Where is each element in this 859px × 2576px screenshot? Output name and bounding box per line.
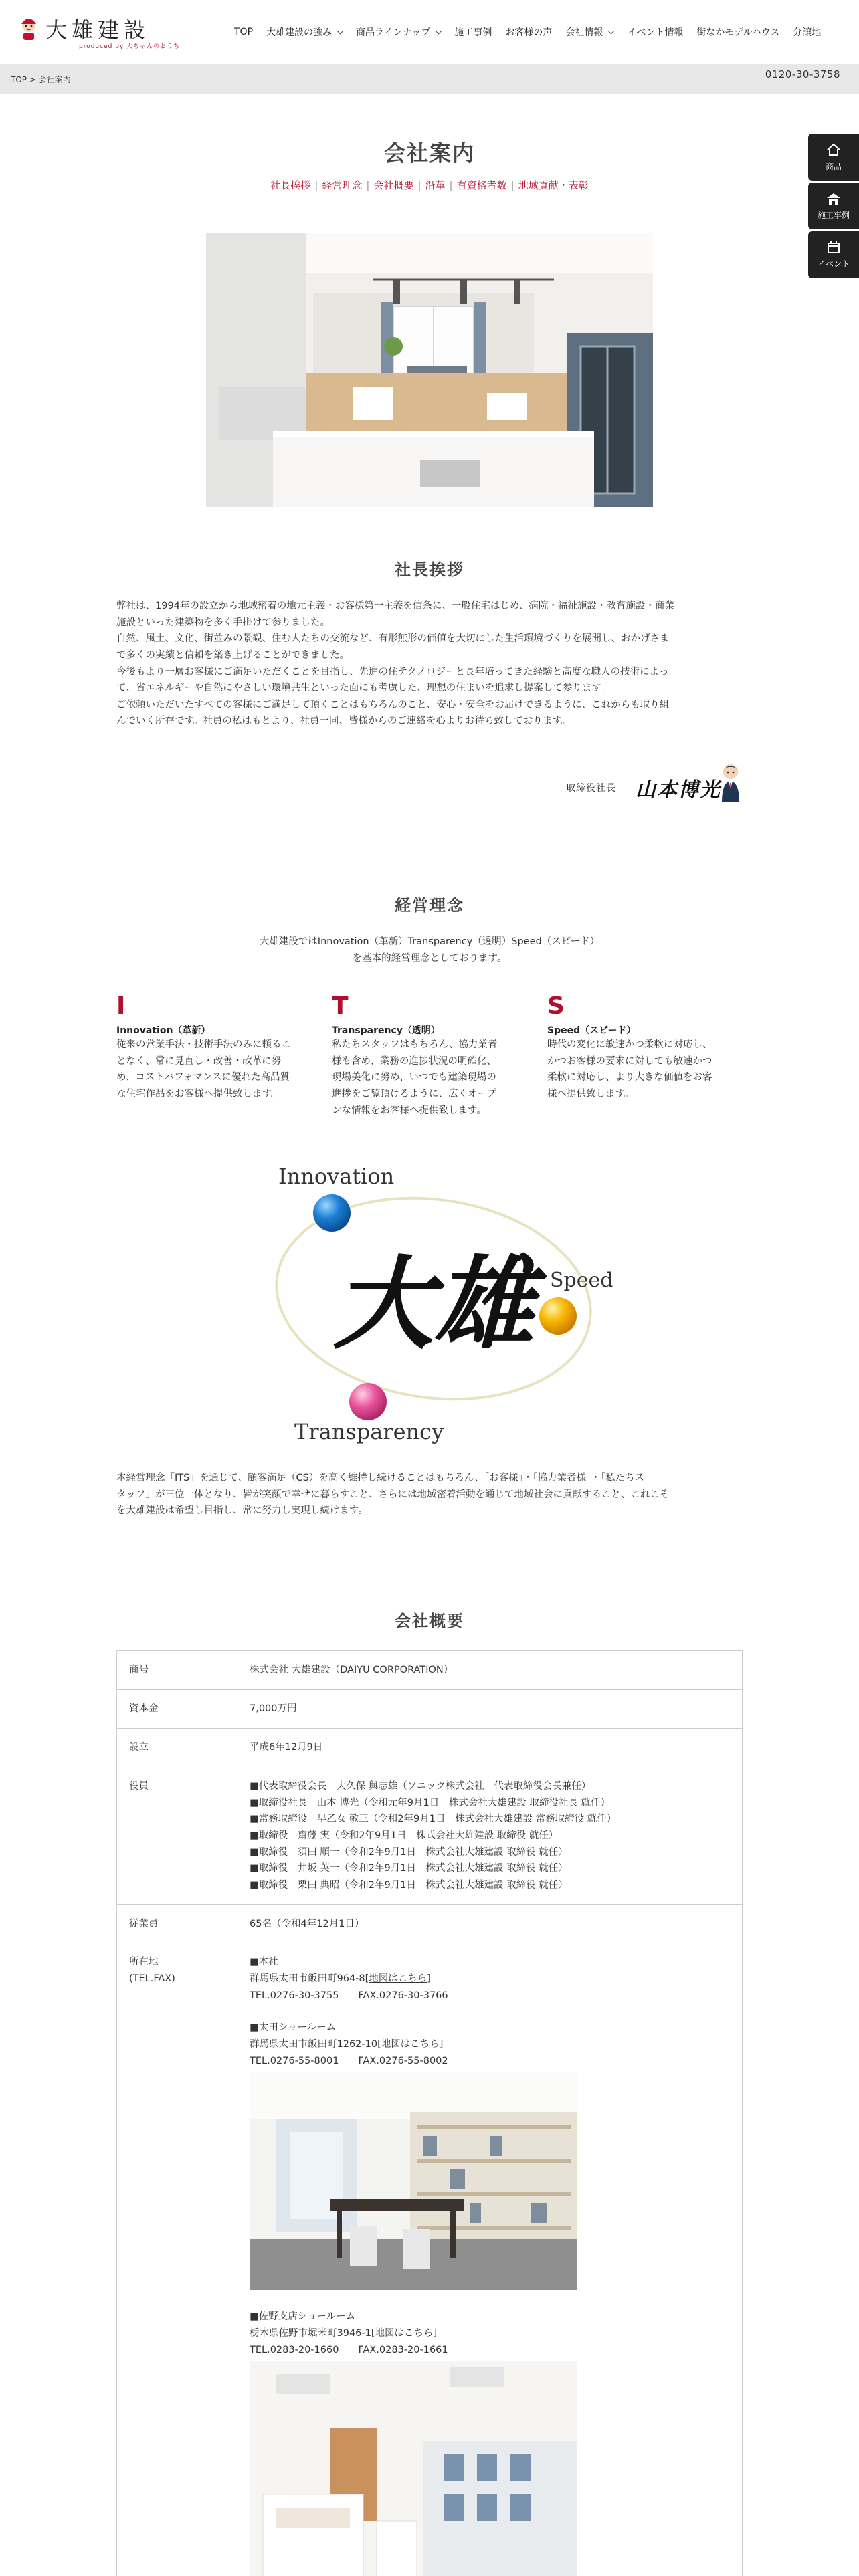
president-illustration-icon	[719, 762, 743, 805]
page-title: 会社案内	[383, 140, 475, 166]
side-button-label: 施工事例	[817, 210, 850, 220]
table-row	[117, 1690, 743, 1729]
office-fax: FAX.0276-30-3766	[358, 1990, 448, 2001]
officers-list	[237, 1767, 743, 1905]
map-link[interactable]: 地図はこちら	[375, 2327, 434, 2339]
nav-item-label: 会社情報	[565, 27, 603, 38]
anchor-separator: |	[449, 179, 453, 191]
text-line: ■取締役 齋藤 実（令和2年9月1日 株式会社大雄建設 取締役 就任）	[250, 1830, 559, 1841]
text-line: タッフ」が三位一体となり、皆が笑顔で幸せに暮らすこと、さらには地域密着活動を通じて地域社会に貢献すること、これこそ	[116, 1489, 670, 1500]
nav-item-label: お客様の声	[505, 27, 553, 38]
text-line: ■常務取締役 早乙女 敬三（令和2年9月1日 株式会社大雄建設 常務取締役 就任）	[250, 1814, 617, 1825]
breadcrumb	[11, 74, 71, 85]
anchor-separator: |	[314, 179, 318, 191]
text-line: を大雄建設は希望し目指し、常に努力し実現し続けます。	[116, 1505, 368, 1517]
text-line: め、コストパフォマンスに優れた高品質	[116, 1072, 290, 1083]
nav-item[interactable]	[349, 25, 448, 39]
text-line: で多くの実績と信頼を築き上げることができました。	[116, 649, 349, 661]
calendar-icon	[827, 241, 840, 254]
chevron-down-icon	[436, 27, 442, 34]
text-line: 様へ提供致します。	[547, 1088, 634, 1099]
office-address: 群馬県太田市飯田町964-8	[250, 1973, 365, 1985]
table-value: 65名（令和4年12月1日）	[237, 1905, 743, 1943]
breadcrumb-current: 会社案内	[38, 75, 71, 84]
anchor-link[interactable]: 有資格者数	[456, 179, 507, 191]
logo-subtext: produced by 大ちゃんのおうち	[79, 43, 181, 50]
global-nav	[227, 25, 828, 39]
nav-item-label: 街なかモデルハウス	[696, 27, 780, 38]
innovation-ball-icon	[313, 1194, 351, 1232]
side-button-event[interactable]	[808, 231, 859, 278]
greeting-text	[116, 598, 743, 730]
office-name: ■佐野支店ショールーム	[250, 2311, 356, 2323]
breadcrumb-separator: >	[29, 75, 36, 84]
diagram-center-calligraphy: 大雄	[332, 1245, 535, 1363]
anchor-link[interactable]: 会社概要	[373, 179, 414, 191]
text-line: 私たちスタッフはもちろん、協力業者	[332, 1039, 498, 1050]
table-row-address	[117, 1943, 743, 2576]
site-logo[interactable]	[19, 12, 179, 55]
nav-item-label: TOP	[234, 27, 254, 37]
anchor-link[interactable]: 沿革	[425, 179, 446, 191]
table-key: 資本金	[117, 1690, 237, 1729]
text-line: となく、常に見直し・改善・改革に努	[116, 1055, 282, 1067]
side-button-label: イベント	[817, 259, 850, 269]
address-key: 所在地	[129, 1957, 159, 1968]
nav-item[interactable]	[786, 25, 828, 39]
text-line: ご依頼いただいたすべての客様にご満足して頂くことはもちろんのこと、安心・安全をお届けできるように、これからも取り組	[116, 699, 670, 710]
diagram-innovation-label: Innovation	[278, 1165, 395, 1189]
nav-item[interactable]	[227, 25, 260, 39]
text-line: 進捗をご覧頂けるように、広くオープ	[332, 1088, 496, 1099]
office-tel: TEL.0283-20-1660	[250, 2344, 339, 2355]
office-fax: FAX.0283-20-1661	[358, 2344, 448, 2355]
office-contact	[250, 2342, 730, 2359]
table-row	[117, 1729, 743, 1767]
its-description	[332, 1037, 526, 1119]
office-address-line: 栃木県佐野市堀米町3946-1[地図はこちら]	[250, 2327, 438, 2339]
table-value: 7,000万円	[237, 1690, 743, 1729]
anchor-separator: |	[417, 179, 421, 191]
diagram-transparency-label: Transparency	[294, 1419, 444, 1444]
ota-showroom-photo	[250, 2072, 577, 2290]
text-line: 本経営理念「ITS」を通じて、顧客満足（CS）を高く維持し続けることはもちろん、「お客様」・「協力業者様」・「私たちス	[116, 1473, 644, 1483]
text-line: な住宅作品をお客様へ提供致します。	[116, 1088, 281, 1099]
table-key	[117, 1943, 237, 2576]
its-letter: I	[116, 992, 126, 1020]
text-line: ■取締役 井坂 英一（令和2年9月1日 株式会社大雄建設 取締役 就任）	[250, 1863, 568, 1874]
office-name: ■本社	[250, 1957, 278, 1968]
sano-showroom-photo	[250, 2361, 577, 2576]
transparency-ball-icon	[349, 1383, 387, 1420]
text-line: 柔軟に対応し、より大きな価値をお客	[547, 1072, 712, 1083]
nav-item[interactable]	[620, 25, 690, 39]
office-address-line: 群馬県太田市飯田町964-8[地図はこちら]	[250, 1973, 431, 1985]
office-tel: TEL.0276-30-3755	[250, 1990, 339, 2001]
greeting-heading: 社長挨拶	[395, 560, 464, 579]
section-anchor-links	[0, 178, 859, 192]
nav-item[interactable]	[448, 25, 498, 39]
text-line: 自然、風土、文化、街並みの景観、住む人たちの交流など、有形無形の価値を大切にした生活環境づくりを展開し、おかげさま	[116, 633, 670, 645]
text-line: ンな情報をお客様へ提供致します。	[332, 1105, 486, 1116]
text-line: 弊社は、1994年の設立から地域密着の地元主義・お客様第一主義を信条に、一般住宅はじめ、病院・福祉施設・教育施設・商業	[116, 601, 674, 611]
overview-heading: 会社概要	[395, 1612, 464, 1630]
text-line: ■代表取締役会長 大久保 與志雄（ソニック株式会社 代表取締役会長兼任）	[250, 1781, 591, 1792]
nav-item-label: 分譲地	[793, 27, 822, 38]
philosophy-intro	[0, 934, 859, 966]
its-name: Speed（スピード）	[547, 1025, 636, 1036]
office-address: 栃木県佐野市堀米町3946-1	[250, 2327, 371, 2339]
text-line: 時代の変化に敏速かつ柔軟に対応し、	[547, 1039, 712, 1050]
office-tel: TEL.0276-55-8001	[250, 2055, 339, 2066]
logo-text: 大雄建設	[45, 17, 151, 43]
text-line: かつお客様の要求に対しても敏速かつ	[547, 1055, 712, 1067]
office-address: 群馬県太田市飯田町1262-10	[250, 2039, 378, 2050]
text-line: ■取締役社長 山本 博光（令和元年9月1日 株式会社大雄建設 取締役社長 就任）	[250, 1797, 610, 1808]
its-letter: S	[547, 992, 565, 1020]
nav-item-label: 大雄建設の強み	[266, 27, 332, 38]
philosophy-outro	[116, 1470, 743, 1519]
nav-item-label: 商品ラインナップ	[356, 27, 431, 38]
text-line: んでいく所存です。社員の私はもとより、社員一同、皆様からのご連絡を心よりお待ち致しております。	[116, 716, 571, 727]
address-key-sub: (TEL.FAX)	[129, 1973, 175, 1985]
map-link[interactable]: 地図はこちら	[369, 1973, 427, 1985]
its-description	[547, 1037, 741, 1103]
text-line: 施設といった建築物を多く手掛けて参りました。	[116, 617, 330, 628]
anchor-separator: |	[510, 179, 514, 191]
nav-item-label: イベント情報	[627, 27, 684, 38]
office-fax: FAX.0276-55-8002	[358, 2055, 448, 2066]
nav-item[interactable]	[690, 25, 786, 39]
its-diagram	[258, 1165, 613, 1446]
kitchen-living-image	[206, 233, 653, 507]
its-name: Innovation（革新）	[116, 1025, 211, 1036]
table-key: 商号	[117, 1651, 237, 1690]
building-icon	[826, 192, 841, 205]
table-row	[117, 1905, 743, 1943]
its-name: Transparency（透明）	[332, 1025, 440, 1036]
phone-number[interactable]: 0120-30-3758	[765, 68, 840, 80]
breadcrumb-bar	[0, 64, 859, 94]
text-line: ■取締役 栗田 典昭（令和2年9月1日 株式会社大雄建設 取締役 就任）	[250, 1879, 568, 1891]
office-contact	[250, 1988, 730, 2004]
president-signature	[566, 762, 744, 807]
table-row-officers	[117, 1767, 743, 1905]
nav-item[interactable]	[559, 25, 620, 39]
mascot-logo-icon	[19, 15, 39, 41]
table-key: 従業員	[117, 1905, 237, 1943]
map-link[interactable]: 地図はこちら	[381, 2039, 440, 2050]
anchor-link[interactable]: 社長挨拶	[270, 179, 311, 191]
table-row	[117, 1651, 743, 1690]
speed-ball-icon	[539, 1297, 577, 1335]
offices-list	[237, 1943, 743, 2576]
table-value: 株式会社 大雄建設（DAIYU CORPORATION）	[237, 1651, 743, 1690]
its-letter: T	[332, 992, 349, 1020]
signature-title: 取締役社長	[566, 783, 616, 794]
anchor-link[interactable]: 地域貢献・表彰	[518, 179, 589, 191]
text-line: 今後もより一層お客様にご満足いただくことを目指し、先進の住テクノロジーと長年培ってきた経験と高度な職人の技術によっ	[116, 666, 669, 677]
nav-item[interactable]	[498, 25, 559, 39]
text-line: 現場美化に努め、いつでも建築現場の	[332, 1072, 496, 1083]
table-key: 役員	[117, 1767, 237, 1905]
text-line: て、省エネルギーや自然にやさしい環境共生といった面にも考慮した、理想の住まいを追求し提案して参ります。	[116, 683, 611, 694]
nav-item[interactable]	[260, 25, 349, 39]
side-button-label: 商品	[825, 161, 842, 171]
its-item-innovation	[116, 991, 310, 1103]
table-value: 平成6年12月9日	[237, 1729, 743, 1767]
office-address-line: 群馬県太田市飯田町1262-10[地図はこちら]	[250, 2039, 444, 2050]
chevron-down-icon	[337, 27, 344, 34]
site-header	[0, 0, 859, 64]
text-line: 大雄建設ではInnovation（革新）Transparency（透明）Speed（スピード）	[259, 936, 600, 947]
hero-interior-photo	[206, 233, 653, 507]
anchor-separator: |	[366, 179, 370, 191]
its-item-transparency	[332, 991, 526, 1119]
table-key: 設立	[117, 1729, 237, 1767]
company-overview-table	[116, 1650, 743, 2576]
text-line: を基本的経営理念としております。	[352, 952, 507, 964]
text-line: 様も含め、業務の進捗状況の明確化、	[332, 1055, 496, 1067]
its-item-speed	[547, 991, 741, 1103]
philosophy-heading: 経営理念	[395, 896, 464, 915]
signature-name: 山本博光	[636, 778, 721, 802]
its-description	[116, 1037, 310, 1103]
breadcrumb-home-link[interactable]: TOP	[11, 75, 27, 84]
office-contact	[250, 2053, 730, 2070]
text-line: 従来の営業手法・技術手法のみに頼るこ	[116, 1039, 291, 1050]
text-line: ■取締役 須田 順一（令和2年9月1日 株式会社大雄建設 取締役 就任）	[250, 1846, 568, 1858]
anchor-link[interactable]: 経営理念	[322, 179, 363, 191]
office-name: ■太田ショールーム	[250, 2022, 337, 2034]
nav-item-label: 施工事例	[454, 27, 492, 38]
chevron-down-icon	[608, 27, 615, 34]
diagram-speed-label: Speed	[550, 1269, 613, 1292]
